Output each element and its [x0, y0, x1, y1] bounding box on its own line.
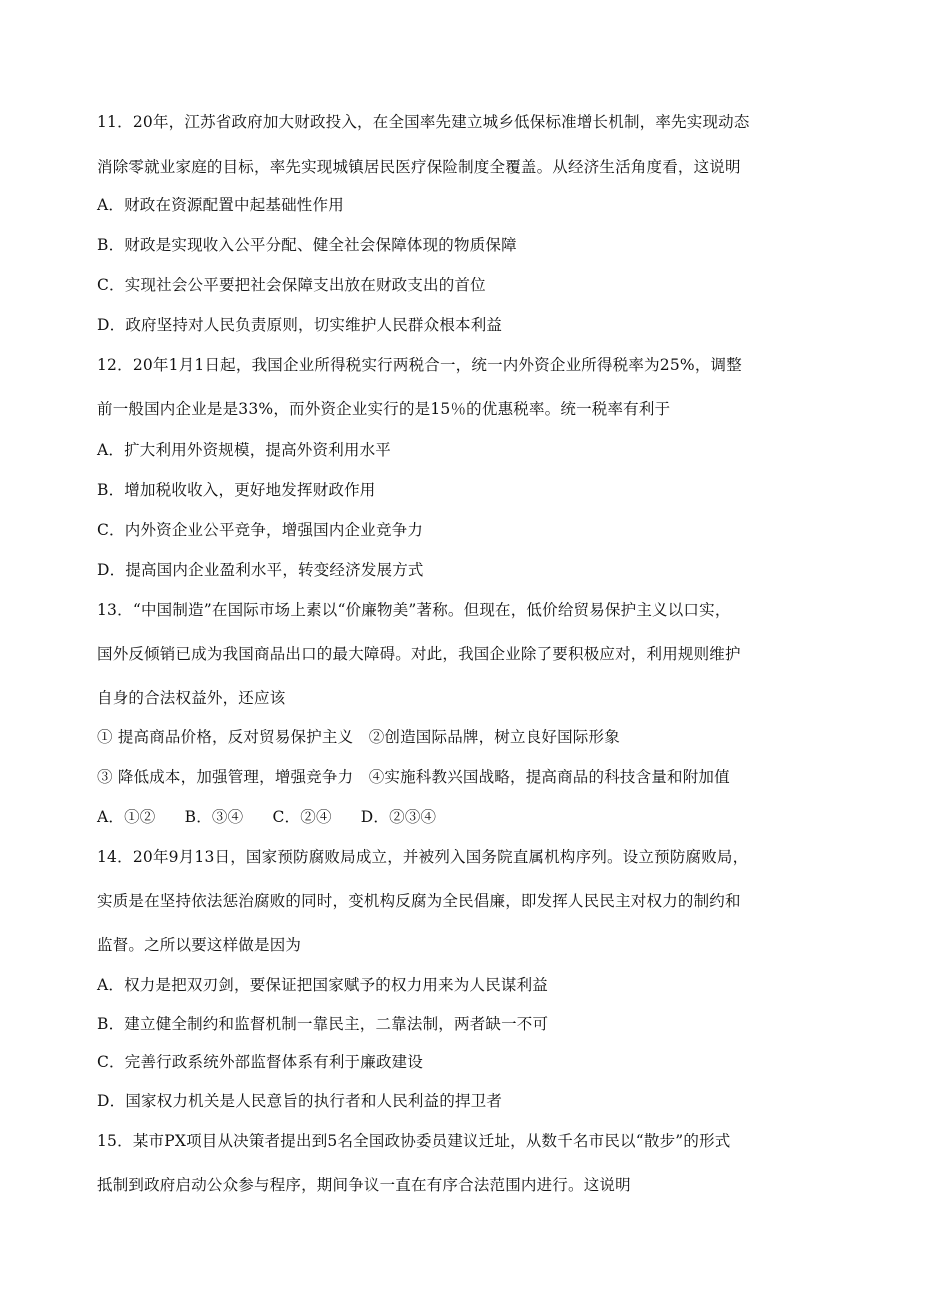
question-12-option-b: B．增加税收收入，更好地发挥财政作用	[97, 481, 376, 499]
question-11-option-a: A．财政在资源配置中起基础性作用	[97, 196, 344, 214]
question-13-option-c: C．②④	[272, 808, 332, 826]
question-13-statements-line-1: ① 提高商品价格，反对贸易保护主义 ②创造国际品牌，树立良好国际形象	[97, 728, 620, 746]
question-13-option-a: A．①②	[97, 808, 156, 826]
question-14-option-d: D．国家权力机关是人民意旨的执行者和人民利益的捍卫者	[97, 1092, 503, 1110]
question-14-stem-line-3: 监督。之所以要这样做是因为	[97, 936, 302, 954]
question-11-option-c: C．实现社会公平要把社会保障支出放在财政支出的首位	[97, 276, 486, 294]
question-13-option-b: B．③④	[184, 808, 244, 826]
question-13-statements-line-2: ③ 降低成本，加强管理，增强竞争力 ④实施科教兴国战略，提高商品的科技含量和附加值	[97, 768, 730, 786]
question-14-option-a: A．权力是把双刃剑，要保证把国家赋予的权力用来为人民谋利益	[97, 976, 548, 994]
question-15-stem-line-1: 15．某市PX项目从决策者提出到5名全国政协委员建议迁址，从数千名市民以“散步”的形式	[97, 1132, 731, 1150]
question-14-stem-line-2: 实质是在坚持依法惩治腐败的同时，变机构反腐为全民倡廉，即发挥人民民主对权力的制约和	[97, 892, 741, 910]
question-14-option-c: C．完善行政系统外部监督体系有利于廉政建设	[97, 1053, 424, 1071]
question-12-option-a: A．扩大利用外资规模，提高外资利用水平	[97, 441, 391, 459]
question-13-options	[97, 807, 460, 827]
question-13-stem-line-2: 国外反倾销已成为我国商品出口的最大障碍。对此，我国企业除了要积极应对，利用规则维护	[97, 645, 741, 663]
question-13-stem-line-3: 自身的合法权益外，还应该	[97, 689, 286, 707]
question-13-stem-line-1: 13．“中国制造”在国际市场上素以“价廉物美”著称。但现在，低价给贸易保护主义以口实，	[97, 601, 731, 619]
question-13-option-d: D．②③④	[360, 808, 437, 826]
question-12-option-d: D．提高国内企业盈利水平，转变经济发展方式	[97, 561, 424, 579]
question-11-stem-line-2: 消除零就业家庭的目标，率先实现城镇居民医疗保险制度全覆盖。从经济生活角度看，这说明	[97, 158, 741, 176]
question-12-stem-line-1: 12．20年1月1日起，我国企业所得税实行两税合一，统一内外资企业所得税率为25%，调整	[97, 356, 742, 374]
question-11-option-b: B．财政是实现收入公平分配、健全社会保障体现的物质保障	[97, 236, 517, 254]
question-14-option-b: B．建立健全制约和监督机制一靠民主，二靠法制，两者缺一不可	[97, 1015, 549, 1033]
question-12-option-c: C．内外资企业公平竞争，增强国内企业竞争力	[97, 521, 424, 539]
question-15-stem-line-2: 抵制到政府启动公众参与程序，期间争议一直在有序合法范围内进行。这说明	[97, 1176, 631, 1194]
question-12-stem-line-2: 前一般国内企业是是33%，而外资企业实行的是15％的优惠税率。统一税率有利于	[97, 400, 671, 418]
question-11-stem-line-1: 11．20年，江苏省政府加大财政投入，在全国率先建立城乡低保标准增长机制，率先实现动态	[97, 113, 750, 131]
question-14-stem-line-1: 14．20年9月13日，国家预防腐败局成立，并被列入国务院直属机构序列。设立预防腐败局，	[97, 848, 749, 866]
question-11-option-d: D．政府坚持对人民负责原则，切实维护人民群众根本利益	[97, 316, 503, 334]
